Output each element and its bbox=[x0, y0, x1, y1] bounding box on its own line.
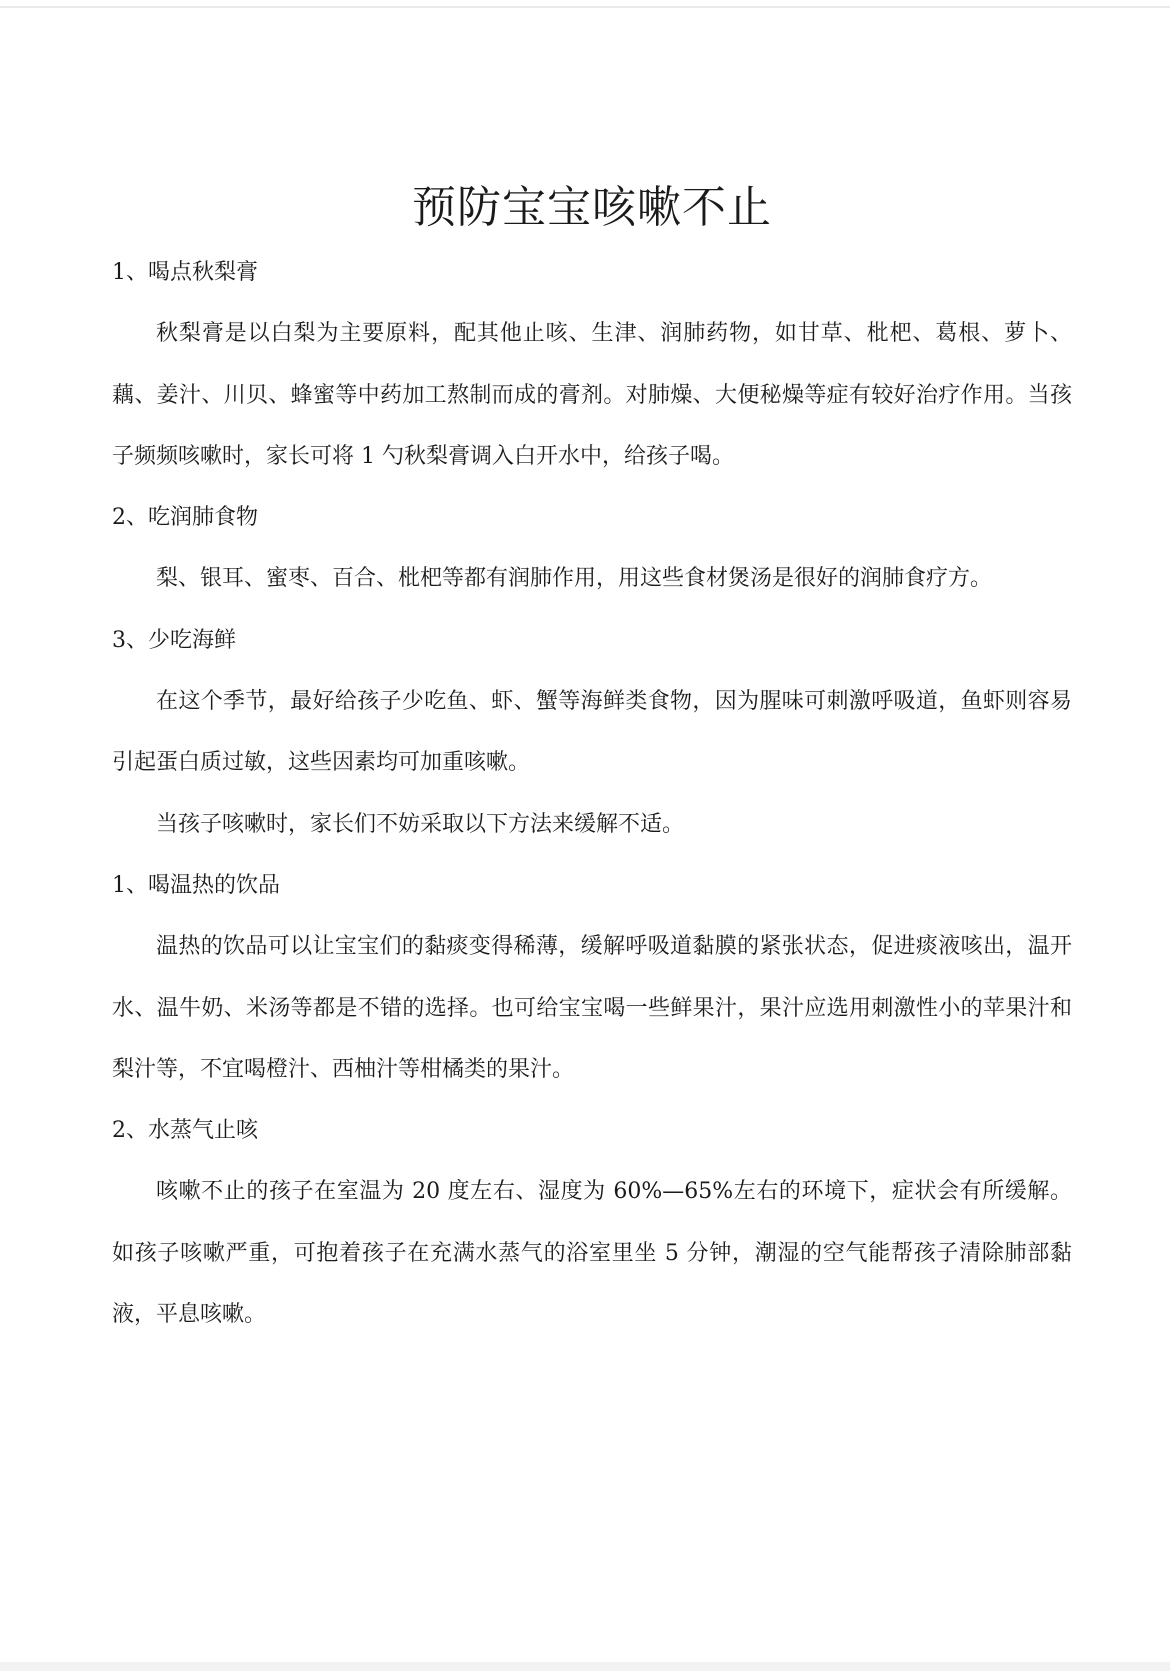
paragraph-3: 在这个季节，最好给孩子少吃鱼、虾、蟹等海鲜类食物，因为腥味可刺激呼吸道，鱼虾则容易引起蛋白质过敏，这些因素均可加重咳嗽。 bbox=[112, 689, 1072, 776]
section-heading bbox=[112, 855, 1072, 916]
section-heading bbox=[112, 242, 1072, 303]
section-heading bbox=[112, 610, 1072, 671]
top-divider bbox=[0, 6, 1170, 8]
paragraph-4: 当孩子咳嗽时，家长们不妨采取以下方法来缓解不适。 bbox=[156, 811, 685, 837]
paragraph-5: 温热的饮品可以让宝宝们的黏痰变得稀薄，缓解呼吸道黏膜的紧张状态，促进痰液咳出，温开水、温牛奶、米汤等都是不错的选择。也可给宝宝喝一些鲜果汁，果汁应选用刺激性小的苹果汁和梨汁等，不宜喝橙汁、西柚汁等柑橘类的果汁。 bbox=[112, 934, 1072, 1082]
paragraph-1: 秋梨膏是以白梨为主要原料，配其他止咳、生津、润肺药物，如甘草、枇杷、葛根、萝卜、藕、姜汁、川贝、蜂蜜等中药加工熬制而成的膏剂。对肺燥、大便秘燥等症有较好治疗作用。当孩子频频咳嗽时，家长可将 1 勺秋梨膏调入白开水中，给孩子喝。 bbox=[112, 321, 1072, 469]
section-heading bbox=[112, 1100, 1072, 1161]
heading-5: 2、水蒸气止咳 bbox=[112, 1118, 258, 1144]
heading-2: 2、吃润肺食物 bbox=[112, 505, 258, 531]
section-heading bbox=[112, 487, 1072, 548]
heading-1: 1、喝点秋梨膏 bbox=[112, 260, 258, 285]
heading-4: 1、喝温热的饮品 bbox=[112, 872, 280, 898]
paragraph-2: 梨、银耳、蜜枣、百合、枇杷等都有润肺作用，用这些食材煲汤是很好的润肺食疗方。 bbox=[156, 566, 993, 592]
document-page bbox=[112, 178, 1072, 1345]
document-title: 预防宝宝咳嗽不止 bbox=[412, 182, 772, 233]
heading-3: 3、少吃海鲜 bbox=[112, 627, 236, 653]
paragraph-6: 咳嗽不止的孩子在室温为 20 度左右、湿度为 60%—65%左右的环境下，症状会有所缓解。如孩子咳嗽严重，可抱着孩子在充满水蒸气的浴室里坐 5 分钟，潮湿的空气能帮孩子清除肺部黏液，平息咳嗽。 bbox=[112, 1179, 1072, 1328]
bottom-divider bbox=[0, 1662, 1170, 1671]
